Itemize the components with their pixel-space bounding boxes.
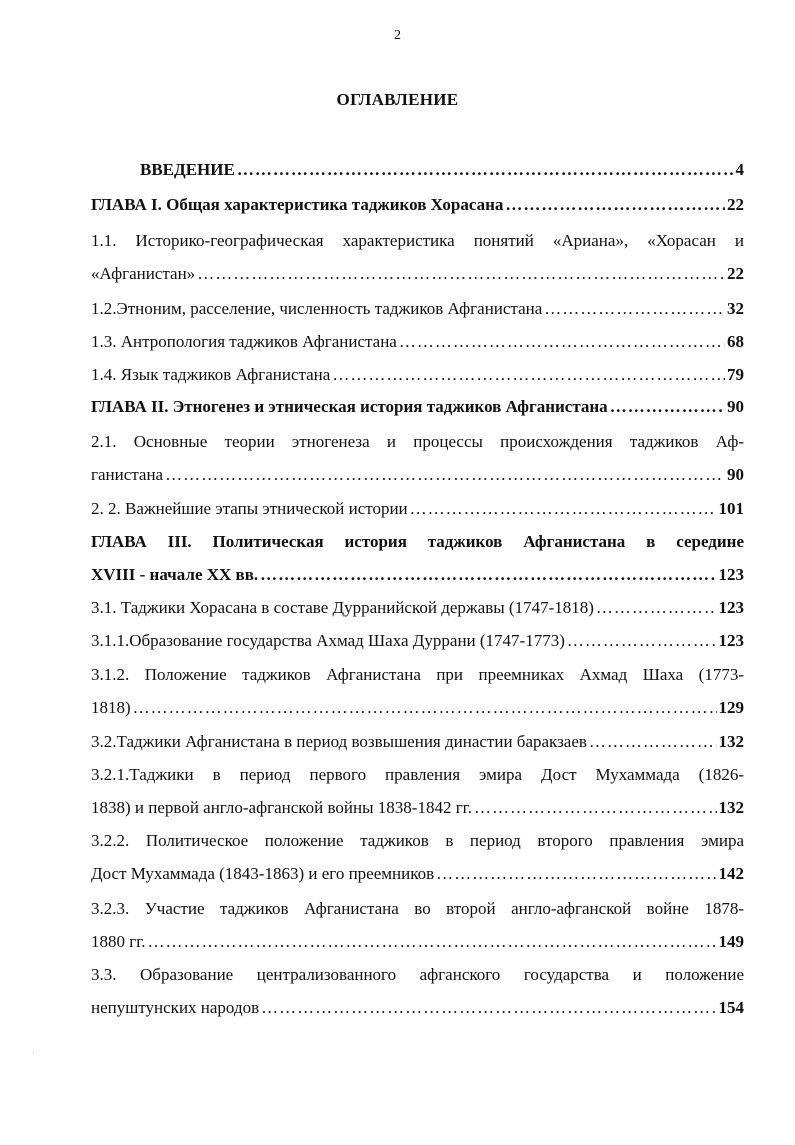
toc-page-number: 90	[727, 397, 744, 416]
toc-entry-title: «Афганистан»	[91, 264, 196, 283]
toc-entry-title: непуштунских народов	[91, 998, 260, 1017]
toc-entry-2-1-line2[interactable]	[91, 463, 744, 487]
toc-entry-1-4[interactable]	[91, 363, 744, 387]
page-number: 2	[394, 28, 401, 43]
toc-entry-3-2-1-line1[interactable]: 3.2.1.Таджики в период первого правления эмира Дост Мухаммада (1826-	[91, 765, 744, 784]
dot-leader	[410, 497, 717, 521]
dot-leader	[596, 596, 717, 620]
dot-leader	[505, 193, 725, 217]
toc-entry-title: 3.1. Таджики Хорасана в составе Дурранийской державы (1747-1818)	[91, 598, 594, 617]
toc-entry-title: 1818)	[91, 698, 131, 717]
dot-leader	[237, 158, 734, 182]
toc-page-number: 123	[718, 631, 744, 650]
scan-speck: ˌ	[32, 1044, 35, 1054]
toc-entry-2-2[interactable]	[91, 497, 744, 521]
dot-leader	[474, 796, 717, 820]
toc-entry-chapter-3-line1[interactable]: ГЛАВА III. Политическая история таджиков Афганистана в середине	[91, 532, 744, 551]
toc-entry-chapter-2[interactable]	[91, 395, 744, 419]
toc-entry-title: 3.1.1.Образование государства Ахмад Шаха Дуррани (1747-1773)	[91, 631, 565, 650]
dot-leader	[399, 330, 725, 354]
toc-entry-title: 2. 2. Важнейшие этапы этнической истории	[91, 499, 408, 518]
toc-entry-3-2-1-line2[interactable]	[91, 796, 744, 820]
toc-entry-title: 1880 гг.	[91, 932, 146, 951]
toc-page-number: 142	[718, 864, 744, 883]
toc-page-number: 22	[727, 195, 744, 214]
toc-entry-intro[interactable]	[140, 158, 744, 182]
toc-entry-title: 3.2.Таджики Афганистана в период возвышения династии баракзаев	[91, 732, 587, 751]
toc-entry-chapter-3-line2[interactable]	[91, 563, 744, 587]
toc-entry-3-2-3-line2[interactable]	[91, 930, 744, 954]
dot-leader	[165, 463, 725, 487]
toc-page-number: 149	[718, 932, 744, 951]
toc-entry-title: ВВЕДЕНИЕ	[140, 160, 235, 179]
toc-page-number: 123	[718, 565, 744, 584]
toc-entry-title: ГЛАВА I. Общая характеристика таджиков Хорасана	[91, 195, 504, 214]
toc-entry-title: ГЛАВА II. Этногенез и этническая история таджиков Афганистана	[91, 397, 608, 416]
toc-entry-chapter-1[interactable]	[91, 193, 744, 217]
toc-page-number: 22	[727, 264, 744, 283]
toc-entry-3-1-2-line2[interactable]	[91, 696, 744, 720]
dot-leader	[197, 262, 725, 286]
toc-entry-2-1-line1[interactable]: 2.1. Основные теории этногенеза и процессы происхождения таджиков Аф-	[91, 432, 744, 451]
toc-page-number: 132	[718, 798, 744, 817]
toc-page-number: 154	[718, 998, 744, 1017]
dot-leader	[589, 730, 717, 754]
dot-leader	[567, 629, 717, 653]
toc-entry-title: XVIII - начале XX вв.	[91, 565, 259, 584]
toc-entry-title: 1.2.Этноним, расселение, численность таджиков Афганистана	[91, 299, 543, 318]
dot-leader	[148, 930, 717, 954]
toc-entry-3-3-line1[interactable]: 3.3. Образование централизованного афганского государства и положение	[91, 965, 744, 984]
dot-leader	[261, 996, 716, 1020]
toc-page-number: 101	[718, 499, 744, 518]
toc-entry-3-1[interactable]	[91, 596, 744, 620]
toc-entry-3-2[interactable]	[91, 730, 744, 754]
toc-page-number: 129	[718, 698, 744, 717]
dot-leader	[133, 696, 717, 720]
page-title: ОГЛАВЛЕНИЕ	[336, 90, 459, 109]
toc-entry-title: ганистана	[91, 465, 164, 484]
toc-entry-title: 1838) и первой англо-афганской войны 1838-1842 гг.	[91, 798, 472, 817]
toc-entry-title: 1.4. Язык таджиков Афганистана	[91, 365, 331, 384]
dot-leader	[610, 395, 725, 419]
dot-leader	[332, 363, 725, 387]
toc-page-number: 32	[727, 299, 744, 318]
toc-entry-title: Дост Мухаммада (1843-1863) и его преемников	[91, 864, 435, 883]
toc-entry-1-2[interactable]	[91, 297, 744, 321]
toc-entry-3-2-3-line1[interactable]: 3.2.3. Участие таджиков Афганистана во второй англо-афганской войне 1878-	[91, 899, 744, 918]
toc-entry-1-3[interactable]	[91, 330, 744, 354]
toc-entry-1-1-line2[interactable]	[91, 262, 744, 286]
dot-leader	[436, 862, 716, 886]
toc-page-number: 90	[727, 465, 744, 484]
toc-entry-3-1-1[interactable]	[91, 629, 744, 653]
toc-entry-1-1-line1[interactable]: 1.1. Историко-географическая характеристика понятий «Ариана», «Хорасан и	[91, 231, 744, 250]
toc-entry-3-1-2-line1[interactable]: 3.1.2. Положение таджиков Афганистана при преемниках Ахмад Шаха (1773-	[91, 665, 744, 684]
toc-entry-title: 1.3. Антропология таджиков Афганистана	[91, 332, 397, 351]
toc-page-number: 123	[718, 598, 744, 617]
toc-page-number: 68	[727, 332, 744, 351]
toc-page-number: 79	[727, 365, 744, 384]
dot-leader	[544, 297, 725, 321]
toc-page-number: 132	[718, 732, 744, 751]
toc-page-number: 4	[735, 160, 744, 179]
toc-entry-3-2-2-line2[interactable]	[91, 862, 744, 886]
dot-leader	[260, 563, 716, 587]
toc-entry-3-3-line2[interactable]	[91, 996, 744, 1020]
toc-entry-3-2-2-line1[interactable]: 3.2.2. Политическое положение таджиков в период второго правления эмира	[91, 831, 744, 850]
